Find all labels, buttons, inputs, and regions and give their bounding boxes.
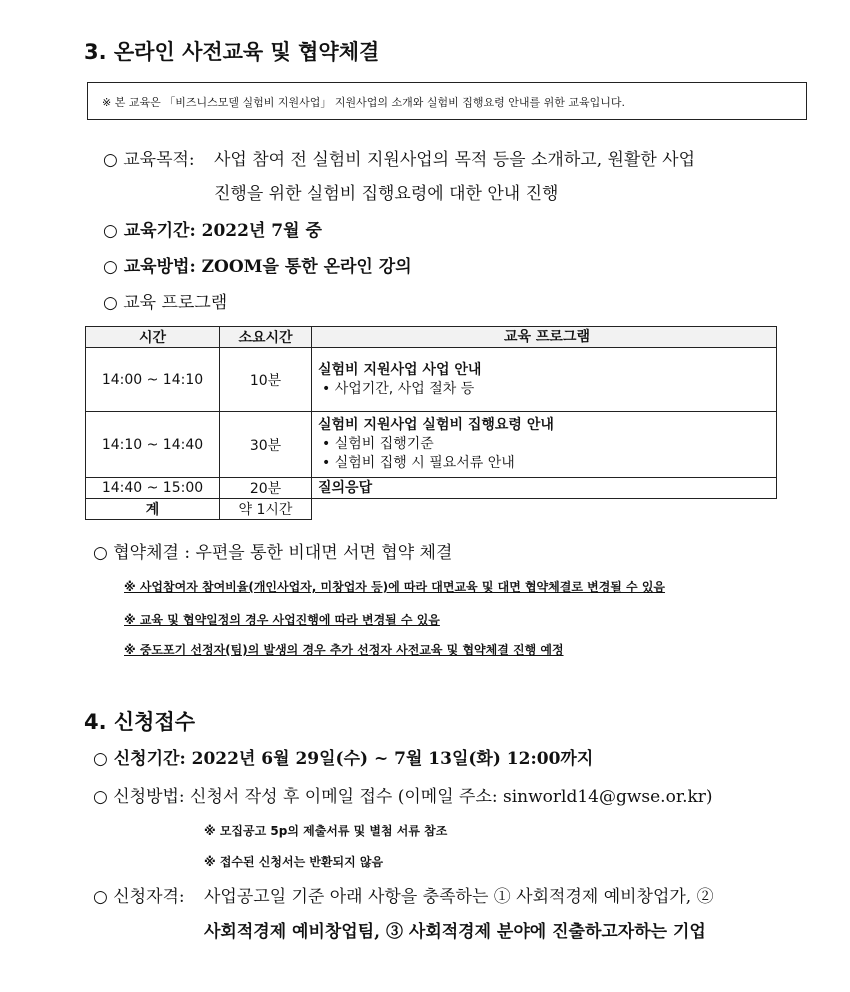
notice-box-text: ※ 본 교육은 「비즈니스모델 실험비 지원사업」 지원사업의 소개와 실험비 집행요령 안내를 위한 교육입니다. <box>102 96 625 109</box>
table-header-row <box>86 327 777 348</box>
note-line: ※ 중도포기 선정자(팀)의 발생의 경우 추가 선정자 사전교육 및 협약체결 진행 예정 <box>124 643 564 657</box>
application-period: ○ 신청기간: 2022년 6월 29일(수) ~ 7월 13일(화) 12:00까지 <box>93 749 594 769</box>
total-empty <box>312 499 777 520</box>
program-bullet: • 실험비 집행기준 <box>322 436 434 452</box>
header-program: 교육 프로그램 <box>312 327 777 348</box>
table-row <box>86 412 777 478</box>
program-title: 실험비 지원사업 사업 안내 <box>318 361 482 378</box>
row-time: 14:40 ~ 15:00 <box>86 478 220 499</box>
header-duration: 소요시간 <box>220 327 312 348</box>
qualification-line2: 사회적경제 예비창업팀, ③ 사회적경제 분야에 진출하고자하는 기업 <box>204 922 706 942</box>
program-title: 질의응답 <box>318 479 373 496</box>
application-note: ※ 모집공고 5p의 제출서류 및 별첨 서류 참조 <box>204 824 448 838</box>
program-bullet: • 사업기간, 사업 절차 등 <box>322 380 475 397</box>
program-bullet: • 실험비 집행 시 필요서류 안내 <box>322 455 515 471</box>
row-duration: 30분 <box>220 412 312 478</box>
education-period: ○ 교육기간: 2022년 7월 중 <box>103 221 322 241</box>
total-value: 약 1시간 <box>220 499 312 520</box>
education-method: ○ 교육방법: ZOOM을 통한 온라인 강의 <box>103 257 412 277</box>
qualification-line1: 사업공고일 기준 아래 사항을 충족하는 ① 사회적경제 예비창업가, ② <box>204 887 714 907</box>
purpose-line2: 진행을 위한 실험비 집행요령에 대한 안내 진행 <box>214 184 559 204</box>
row-duration: 10분 <box>220 348 312 412</box>
row-time: 14:10 ~ 14:40 <box>86 412 220 478</box>
notice-box <box>87 82 807 120</box>
note-line: ※ 사업참여자 참여비율(개인사업자, 미창업자 등)에 따라 대면교육 및 대면 협약체결로 변경될 수 있음 <box>124 580 666 594</box>
application-method: ○ 신청방법: 신청서 작성 후 이메일 접수 (이메일 주소: sinworld14@gwse.or.kr) <box>93 787 713 807</box>
note-line: ※ 교육 및 협약일정의 경우 사업진행에 따라 변경될 수 있음 <box>124 613 440 627</box>
application-note: ※ 접수된 신청서는 반환되지 않음 <box>204 855 384 869</box>
section4-heading: 4. 신청접수 <box>84 710 196 734</box>
section3-heading: 3. 온라인 사전교육 및 협약체결 <box>84 40 380 64</box>
table-row <box>86 348 777 412</box>
row-program <box>312 412 777 478</box>
table-row <box>86 478 777 499</box>
purpose-line1: 사업 참여 전 실험비 지원사업의 목적 등을 소개하고, 원활한 사업 <box>214 150 696 170</box>
row-program <box>312 478 777 499</box>
program-table <box>85 326 777 520</box>
header-time: 시간 <box>86 327 220 348</box>
program-title: 실험비 지원사업 실험비 집행요령 안내 <box>318 417 554 433</box>
purpose-label: ○ 교육목적: <box>103 150 195 170</box>
table-total-row <box>86 499 777 520</box>
program-label: ○ 교육 프로그램 <box>103 293 228 313</box>
agreement-line: ○ 협약체결 : 우편을 통한 비대면 서면 협약 체결 <box>93 543 453 563</box>
total-label: 계 <box>86 499 220 520</box>
row-program <box>312 348 777 412</box>
row-time: 14:00 ~ 14:10 <box>86 348 220 412</box>
row-duration: 20분 <box>220 478 312 499</box>
qualification-label: ○ 신청자격: <box>93 887 185 907</box>
